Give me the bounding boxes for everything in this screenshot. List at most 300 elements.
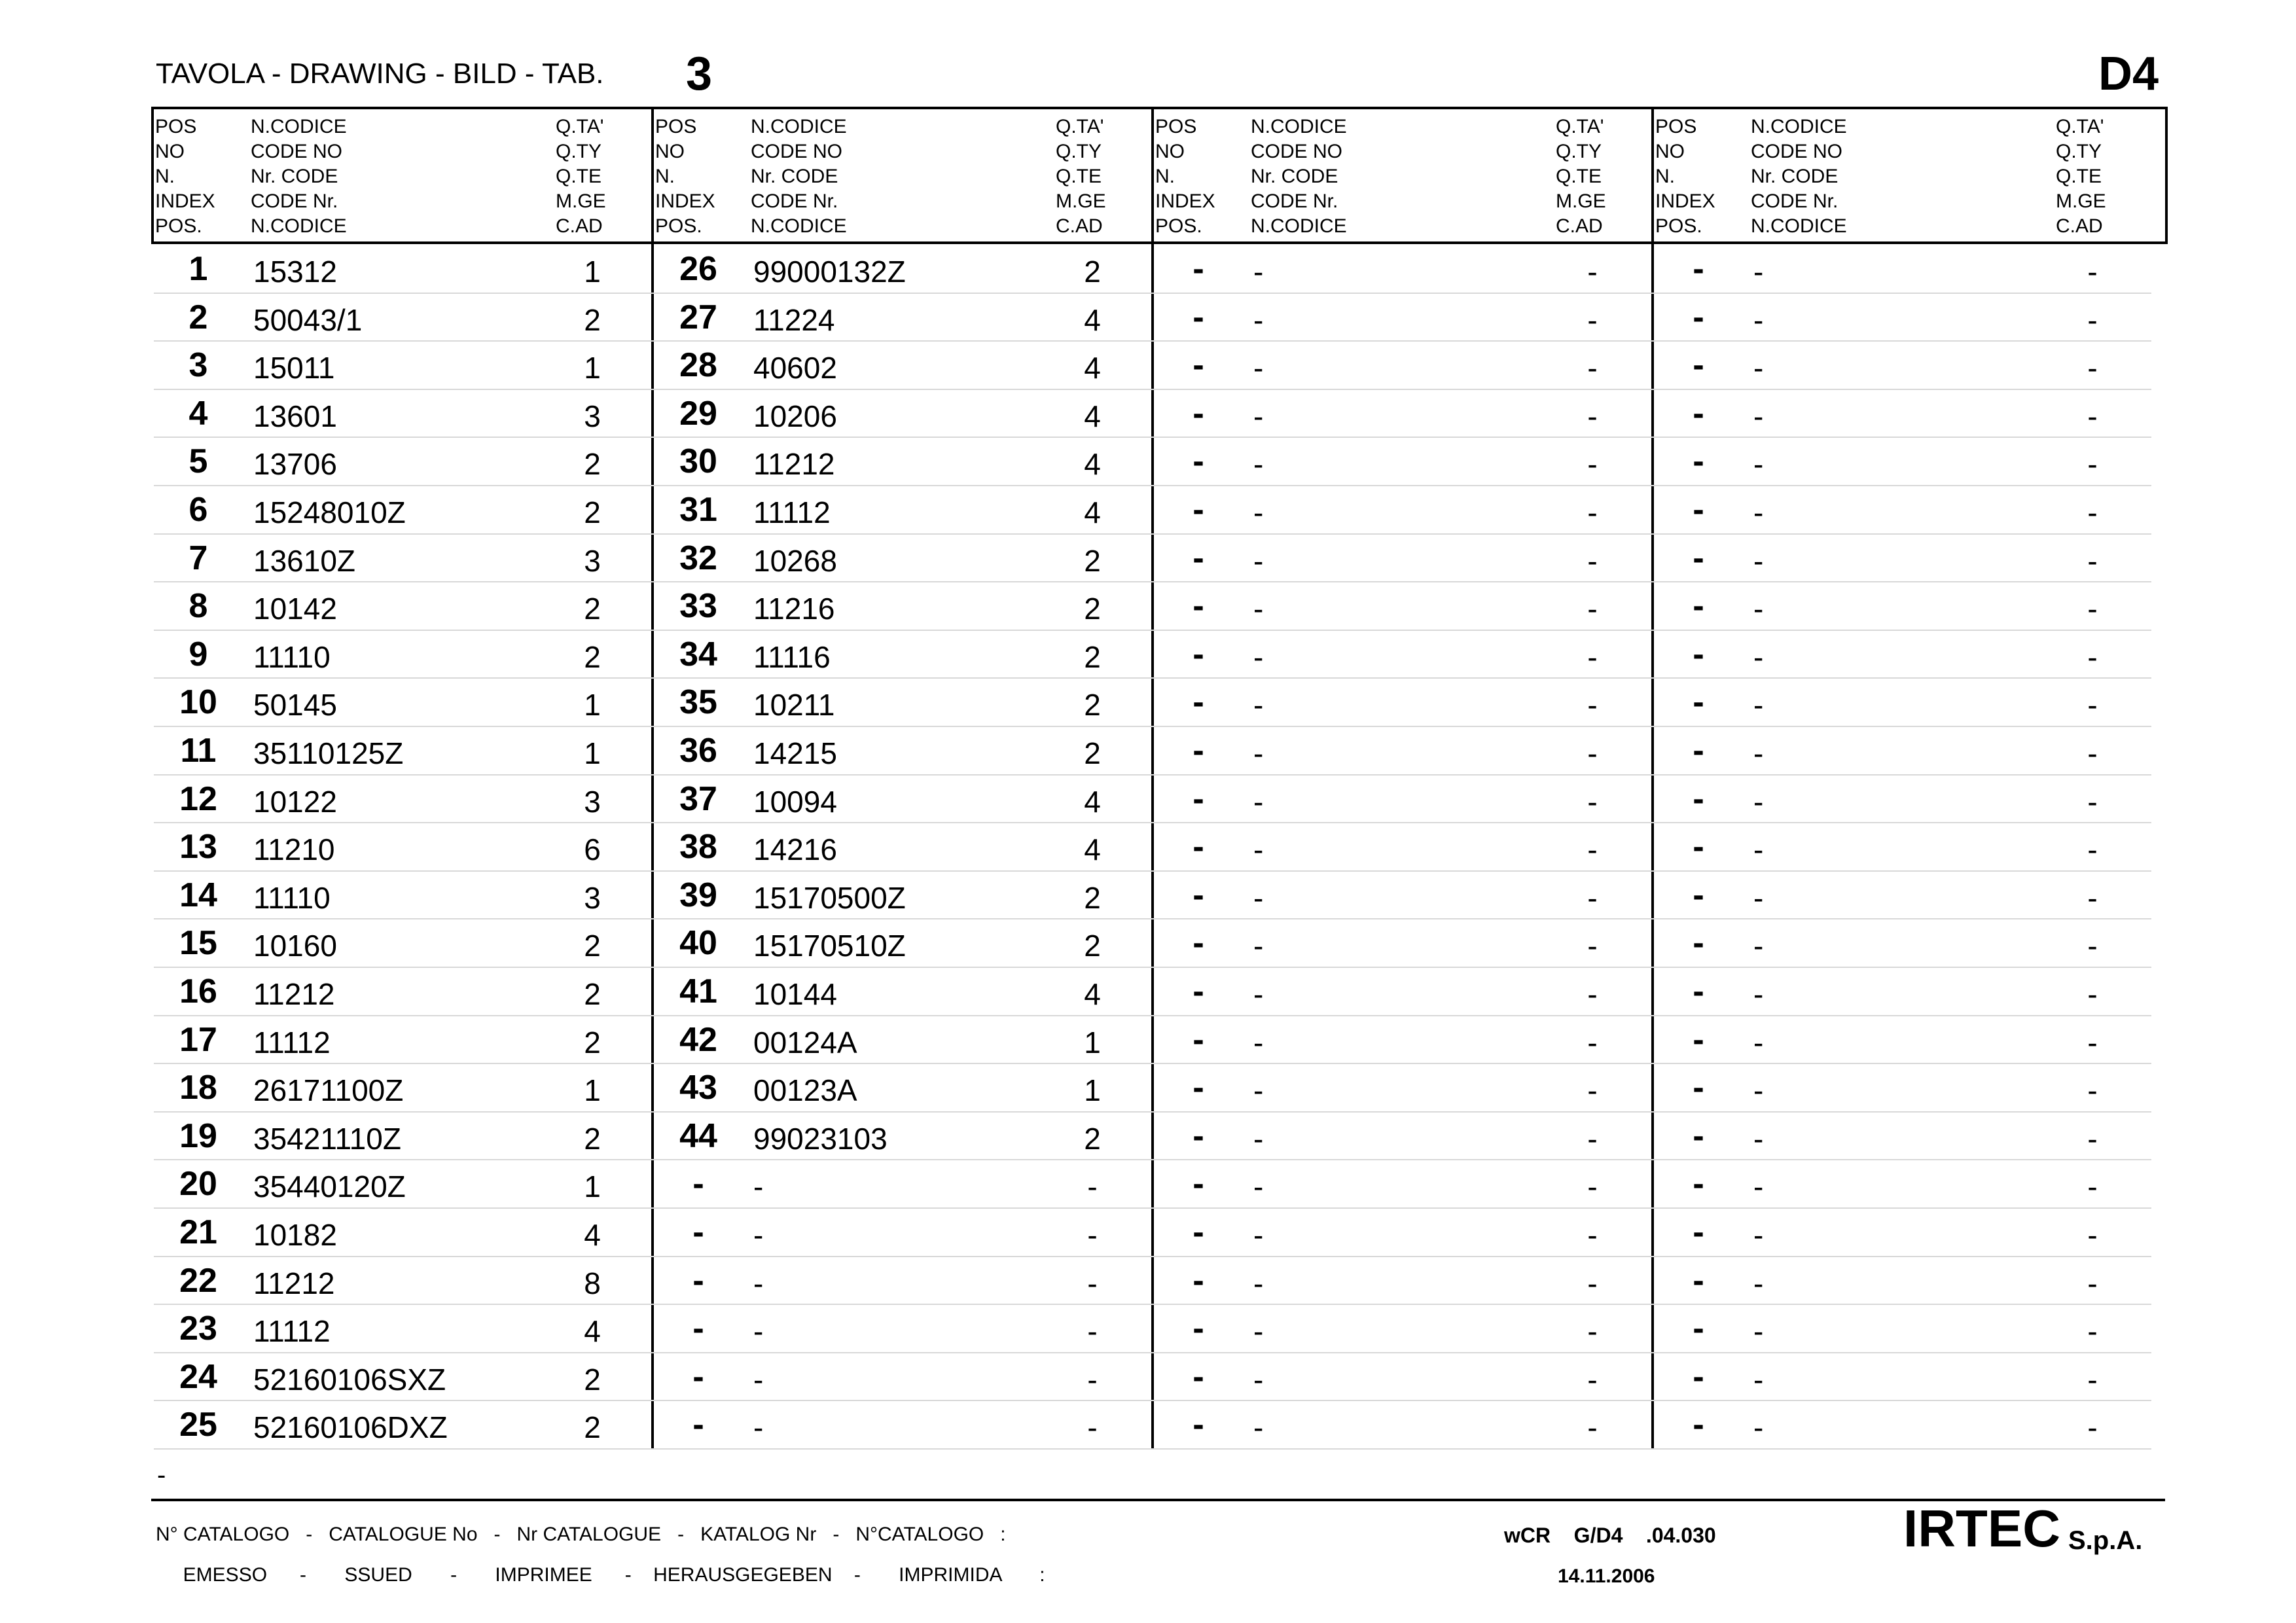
row-separator (154, 677, 2151, 679)
row-qty: - (2087, 543, 2098, 578)
row-code: - (1253, 592, 1264, 626)
row-code: - (1753, 1410, 1764, 1445)
row-code: 00123A (753, 1073, 857, 1108)
row-pos: - (1693, 1261, 1704, 1300)
row-code: - (1753, 639, 1764, 674)
row-pos: - (1193, 1357, 1204, 1396)
header-code (751, 115, 847, 239)
header-qty-line: C.AD (2056, 215, 2103, 237)
header-qty-line: Q.TY (556, 141, 602, 162)
header-code-line: N.CODICE (1751, 215, 1847, 237)
row-separator (154, 1111, 2151, 1113)
header-pos-line: POS (1655, 116, 1697, 137)
row-code: - (1253, 929, 1264, 963)
row-pos: - (692, 1357, 704, 1396)
row-pos: - (1693, 250, 1704, 288)
row-code: - (1253, 543, 1264, 578)
row-pos: 39 (679, 876, 717, 914)
row-pos: - (1193, 442, 1204, 481)
row-qty: 2 (1084, 1121, 1101, 1156)
header-pos-line: POS (155, 116, 197, 137)
issued-label: EMESSO - SSUED - IMPRIMEE - HERAUSGEGEBEN - IMPRIMIDA : (156, 1564, 1045, 1586)
row-qty: 2 (584, 977, 601, 1011)
header-qty-line: M.GE (556, 190, 606, 212)
row-code: - (1753, 543, 1764, 578)
row-qty: - (1587, 351, 1598, 385)
row-pos: 23 (179, 1310, 217, 1348)
row-qty: - (1587, 1073, 1598, 1108)
row-qty: 1 (584, 688, 601, 722)
row-qty: - (1587, 736, 1598, 770)
row-pos: 9 (188, 635, 208, 673)
row-qty: - (1087, 1169, 1098, 1204)
row-pos: 38 (679, 828, 717, 866)
row-code: - (1753, 1362, 1764, 1397)
row-code: 11112 (253, 1314, 331, 1349)
row-pos: 32 (679, 539, 717, 577)
row-qty: - (1587, 592, 1598, 626)
row-qty: 1 (584, 1073, 601, 1108)
header-qty-line: Q.TE (556, 166, 602, 187)
row-code: 52160106SXZ (253, 1362, 446, 1397)
row-qty: 1 (584, 736, 601, 770)
row-qty: 2 (584, 639, 601, 674)
row-qty: - (1587, 832, 1598, 867)
header-code-line: N.CODICE (251, 116, 347, 137)
header-code-line: CODE Nr. (751, 190, 838, 212)
row-code: 15170510Z (753, 929, 906, 963)
row-code: 40602 (753, 351, 837, 385)
row-code: - (1753, 255, 1764, 289)
row-pos: - (692, 1165, 704, 1204)
row-pos: - (1193, 587, 1204, 626)
row-qty: - (2087, 688, 2098, 722)
row-pos: 4 (188, 394, 208, 433)
row-code: - (1753, 1025, 1764, 1060)
header-code-line: N.CODICE (1251, 215, 1347, 237)
row-pos: 15 (179, 924, 217, 963)
header-qty-line: Q.TY (1556, 141, 1602, 162)
catalog-number-label: N° CATALOGO - CATALOGUE No - Nr CATALOGUE - KATALOG Nr - N°CATALOGO : (156, 1524, 1006, 1545)
row-code: - (1753, 302, 1764, 337)
row-pos: - (1693, 779, 1704, 818)
header-qty-line: Q.TE (2056, 166, 2102, 187)
row-qty: 2 (1084, 639, 1101, 674)
header-pos-line: POS. (1155, 215, 1202, 237)
row-qty: - (2087, 784, 2098, 819)
header-qty-line: Q.TA' (556, 116, 604, 137)
row-code: - (1253, 977, 1264, 1011)
row-pos: - (1193, 491, 1204, 529)
row-qty: - (1587, 1266, 1598, 1300)
row-pos: 40 (679, 924, 717, 963)
row-qty: 4 (1084, 351, 1101, 385)
row-code: - (1253, 255, 1264, 289)
row-qty: - (1587, 1218, 1598, 1252)
row-code: - (1753, 1073, 1764, 1108)
row-code: 50043/1 (253, 302, 363, 337)
row-pos: - (1193, 1406, 1204, 1444)
row-pos: 36 (679, 732, 717, 770)
header-qty-line: Q.TA' (1556, 116, 1604, 137)
row-qty: 3 (584, 880, 601, 915)
row-code: - (1253, 880, 1264, 915)
row-code: - (753, 1314, 764, 1349)
row-pos: - (1193, 779, 1204, 818)
row-code: 11110 (253, 880, 331, 915)
row-qty: - (2087, 255, 2098, 289)
row-code: 11116 (753, 639, 831, 674)
row-pos: - (1693, 972, 1704, 1010)
row-qty: - (2087, 302, 2098, 337)
row-qty: - (1087, 1362, 1098, 1397)
row-code: - (1753, 929, 1764, 963)
row-code: 11212 (253, 1266, 335, 1300)
row-code: - (1253, 784, 1264, 819)
row-qty: 4 (1084, 784, 1101, 819)
row-qty: 2 (1084, 255, 1101, 289)
row-code: 10206 (753, 399, 837, 433)
row-code: 11112 (753, 495, 831, 529)
header-qty (1056, 115, 1106, 239)
header-code-line: N.CODICE (751, 116, 847, 137)
row-qty: 2 (584, 929, 601, 963)
column-separator (1651, 107, 1654, 1450)
row-code: 10142 (253, 592, 337, 626)
row-code: 11224 (753, 302, 835, 337)
header-pos-line: N. (655, 166, 675, 187)
row-pos: - (1193, 1165, 1204, 1204)
row-pos: - (1693, 346, 1704, 385)
row-qty: 4 (1084, 977, 1101, 1011)
company-suffix: S.p.A. (2068, 1526, 2143, 1555)
catalog-reference: wCR G/D4 .04.030 (1504, 1524, 1716, 1547)
row-code: 35440120Z (253, 1169, 406, 1204)
issue-date: 14.11.2006 (1558, 1565, 1655, 1587)
row-qty: - (2087, 351, 2098, 385)
row-pos: 3 (188, 346, 208, 385)
row-code: 14215 (753, 736, 837, 770)
table-number: 3 (686, 48, 713, 100)
row-qty: - (2087, 1121, 2098, 1156)
row-separator (154, 581, 2151, 582)
row-separator (154, 1063, 2151, 1064)
row-code: 00124A (753, 1025, 857, 1060)
row-qty: - (2087, 1410, 2098, 1445)
header-pos (155, 115, 215, 239)
row-qty: - (1087, 1410, 1098, 1445)
row-qty: 2 (584, 302, 601, 337)
row-pos: 7 (188, 539, 208, 577)
row-code: - (1253, 1410, 1264, 1445)
header-qty-line: C.AD (556, 215, 603, 237)
row-qty: - (1587, 1121, 1598, 1156)
row-code: - (1253, 736, 1264, 770)
row-pos: 6 (188, 491, 208, 529)
row-qty: - (1587, 880, 1598, 915)
row-qty: - (1087, 1314, 1098, 1349)
row-qty: 2 (584, 447, 601, 482)
row-separator (154, 870, 2151, 872)
row-code: - (1753, 399, 1764, 433)
row-pos: - (1693, 683, 1704, 722)
header-qty-line: C.AD (1056, 215, 1103, 237)
row-pos: - (692, 1261, 704, 1300)
row-code: - (1753, 1266, 1764, 1300)
row-pos: 8 (188, 587, 208, 626)
row-qty: 2 (1084, 929, 1101, 963)
header-code-line: Nr. CODE (251, 166, 338, 187)
row-code: - (1253, 495, 1264, 529)
header-qty-line: Q.TY (1056, 141, 1102, 162)
row-code: 13610Z (253, 543, 356, 578)
header-qty (2056, 115, 2106, 239)
row-pos: - (1193, 250, 1204, 288)
row-pos: 43 (679, 1069, 717, 1107)
row-qty: - (2087, 1169, 2098, 1204)
row-separator (154, 1159, 2151, 1160)
row-code: - (1253, 1025, 1264, 1060)
row-code: 35421110Z (253, 1121, 401, 1156)
row-code: 26171100Z (253, 1073, 404, 1108)
row-pos: 21 (179, 1213, 217, 1251)
row-code: 11210 (253, 832, 335, 867)
row-qty: 2 (1084, 688, 1101, 722)
row-qty: - (2087, 447, 2098, 482)
column-separator (1151, 107, 1154, 1450)
row-code: 10182 (253, 1218, 337, 1252)
header-qty-line: M.GE (1056, 190, 1106, 212)
row-code: 14216 (753, 832, 837, 867)
row-pos: 11 (180, 732, 217, 770)
header-code-line: Nr. CODE (1751, 166, 1839, 187)
header-pos (655, 115, 715, 239)
row-qty: - (1587, 639, 1598, 674)
row-qty: 2 (584, 495, 601, 529)
row-pos: - (1693, 828, 1704, 866)
row-qty: 1 (584, 255, 601, 289)
header-code-line: N.CODICE (251, 215, 347, 237)
row-code: 13601 (253, 399, 337, 433)
row-pos: - (1693, 1310, 1704, 1348)
row-pos: 31 (679, 491, 717, 529)
row-pos: 28 (679, 346, 717, 385)
row-code: - (1253, 399, 1264, 433)
row-pos: 29 (679, 394, 717, 433)
row-qty: - (2087, 1266, 2098, 1300)
row-pos: - (1693, 298, 1704, 336)
row-pos: - (1693, 539, 1704, 577)
row-separator (154, 1015, 2151, 1016)
row-separator (154, 774, 2151, 776)
row-separator (154, 340, 2151, 342)
row-qty: - (2087, 592, 2098, 626)
row-separator (154, 630, 2151, 631)
row-separator (154, 1352, 2151, 1353)
column-separator (651, 107, 654, 1450)
row-qty: - (1587, 688, 1598, 722)
row-pos: 42 (679, 1020, 717, 1059)
row-code: - (1253, 302, 1264, 337)
row-code: - (1253, 1314, 1264, 1349)
row-qty: 4 (1084, 495, 1101, 529)
header-pos-line: NO (655, 141, 685, 162)
row-qty: 2 (1084, 592, 1101, 626)
header-code (1251, 115, 1347, 239)
row-pos: 19 (179, 1116, 217, 1155)
row-pos: - (1193, 394, 1204, 433)
row-separator (154, 437, 2151, 438)
row-pos: 13 (179, 828, 217, 866)
row-pos: - (1193, 1116, 1204, 1155)
row-code: - (1253, 1169, 1264, 1204)
row-code: 52160106DXZ (253, 1410, 448, 1445)
bottom-rule (151, 1499, 2165, 1501)
row-pos: - (1193, 635, 1204, 673)
row-qty: - (1587, 302, 1598, 337)
row-code: 11112 (253, 1025, 331, 1060)
row-code: - (1253, 639, 1264, 674)
header-pos-line: NO (1655, 141, 1685, 162)
row-pos: - (1693, 1406, 1704, 1444)
row-qty: - (2087, 1362, 2098, 1397)
row-separator (154, 967, 2151, 968)
row-code: - (1253, 1121, 1264, 1156)
row-pos: - (1193, 298, 1204, 336)
row-qty: 4 (1084, 302, 1101, 337)
header-qty-line: M.GE (1556, 190, 1606, 212)
row-separator (154, 1207, 2151, 1209)
row-code: 10160 (253, 929, 337, 963)
row-code: - (1753, 736, 1764, 770)
row-qty: 2 (1084, 543, 1101, 578)
row-code: 11216 (753, 592, 835, 626)
row-pos: - (1693, 635, 1704, 673)
row-pos: - (1193, 346, 1204, 385)
row-code: - (1753, 1218, 1764, 1252)
row-code: - (1753, 688, 1764, 722)
row-pos: 12 (179, 779, 217, 818)
row-qty: 8 (584, 1266, 601, 1300)
row-separator (154, 1256, 2151, 1257)
row-qty: 4 (1084, 399, 1101, 433)
header-pos-line: INDEX (655, 190, 715, 212)
row-pos: 5 (188, 442, 208, 481)
header-code-line: Nr. CODE (1251, 166, 1338, 187)
row-qty: 4 (584, 1218, 601, 1252)
row-pos: - (1693, 1069, 1704, 1107)
header-code-line: CODE NO (1251, 141, 1343, 162)
row-qty: - (1587, 1025, 1598, 1060)
row-qty: - (1087, 1218, 1098, 1252)
row-pos: 18 (179, 1069, 217, 1107)
row-code: - (1753, 1169, 1764, 1204)
header-pos-line: N. (155, 166, 175, 187)
row-code: 35110125Z (253, 736, 404, 770)
header-code-line: CODE NO (251, 141, 343, 162)
row-separator (154, 918, 2151, 919)
header-pos-line: NO (155, 141, 185, 162)
row-qty: - (2087, 1073, 2098, 1108)
header-code-line: CODE Nr. (1751, 190, 1839, 212)
row-code: - (1753, 832, 1764, 867)
row-pos: 24 (179, 1357, 217, 1396)
row-qty: 1 (1084, 1025, 1101, 1060)
row-qty: 2 (584, 1362, 601, 1397)
row-pos: - (1193, 972, 1204, 1010)
row-pos: 34 (679, 635, 717, 673)
header-qty (1556, 115, 1606, 239)
header-pos-line: POS. (1655, 215, 1702, 237)
row-pos: - (1193, 828, 1204, 866)
row-separator (154, 485, 2151, 486)
row-qty: - (1587, 255, 1598, 289)
row-code: 50145 (253, 688, 337, 722)
row-qty: - (2087, 639, 2098, 674)
row-code: 99023103 (753, 1121, 888, 1156)
row-qty: 2 (584, 592, 601, 626)
row-code: 15312 (253, 255, 337, 289)
row-pos: - (1693, 1116, 1704, 1155)
row-qty: 3 (584, 543, 601, 578)
header-pos-line: POS. (155, 215, 202, 237)
row-qty: 2 (584, 1410, 601, 1445)
row-pos: - (1193, 732, 1204, 770)
row-code: 99000132Z (753, 255, 906, 289)
header-code (1751, 115, 1847, 239)
row-pos: 41 (679, 972, 717, 1010)
row-qty: - (2087, 1218, 2098, 1252)
row-separator (154, 293, 2151, 294)
row-code: - (1753, 592, 1764, 626)
row-code: - (1753, 784, 1764, 819)
row-pos: - (692, 1310, 704, 1348)
row-qty: 2 (1084, 880, 1101, 915)
header-qty-line: Q.TY (2056, 141, 2102, 162)
row-code: 11212 (253, 977, 335, 1011)
header-pos-line: NO (1155, 141, 1185, 162)
row-qty: - (1587, 784, 1598, 819)
row-code: 13706 (253, 447, 337, 482)
row-code: 11212 (753, 447, 835, 482)
header-qty-line: Q.TA' (2056, 116, 2104, 137)
drawing-code: D4 (2098, 48, 2159, 100)
row-pos: - (1193, 924, 1204, 963)
row-code: - (1753, 1121, 1764, 1156)
row-code: - (1753, 977, 1764, 1011)
row-code: - (753, 1410, 764, 1445)
row-pos: - (1693, 587, 1704, 626)
row-pos: - (1693, 1165, 1704, 1204)
row-separator (154, 389, 2151, 390)
row-qty: - (2087, 495, 2098, 529)
row-pos: - (1693, 732, 1704, 770)
header-pos (1655, 115, 1715, 239)
row-qty: - (2087, 736, 2098, 770)
header-qty-line: Q.TA' (1056, 116, 1104, 137)
row-code: - (1753, 880, 1764, 915)
row-code: - (1753, 495, 1764, 529)
row-qty: - (2087, 1025, 2098, 1060)
row-separator (154, 726, 2151, 727)
row-code: - (1253, 1218, 1264, 1252)
row-pos: - (1193, 683, 1204, 722)
row-pos: - (1693, 394, 1704, 433)
header-code (251, 115, 347, 239)
row-pos: 27 (679, 298, 717, 336)
row-pos: 10 (179, 683, 217, 722)
row-qty: 2 (584, 1025, 601, 1060)
